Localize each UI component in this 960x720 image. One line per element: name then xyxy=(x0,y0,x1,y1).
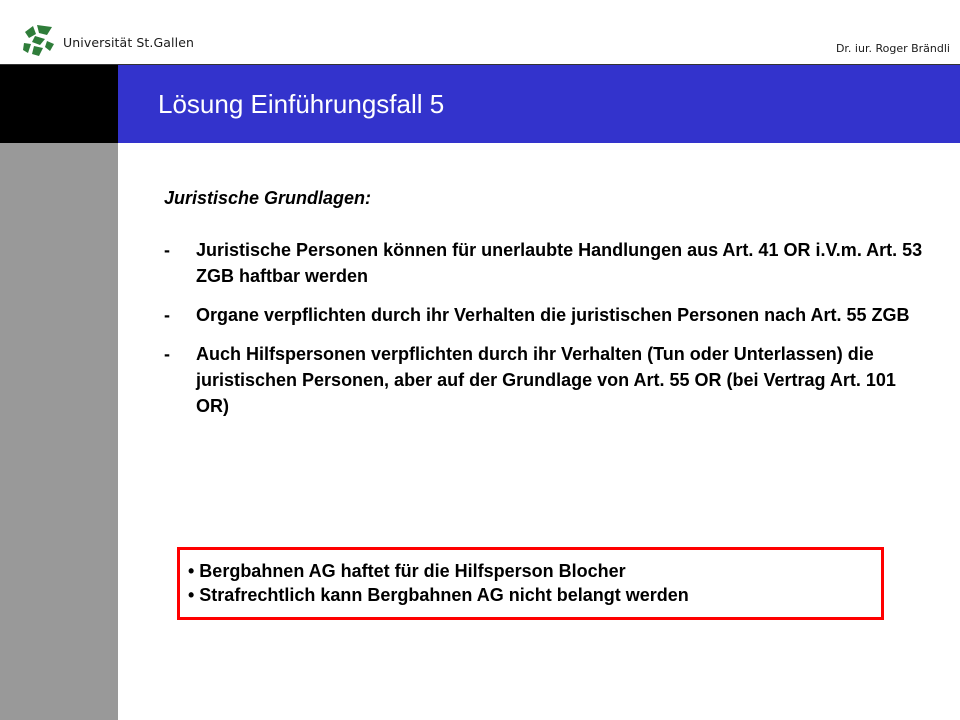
university-logo xyxy=(22,20,194,60)
conclusion-box xyxy=(177,547,884,620)
hsg-leaf-logo-icon xyxy=(22,23,56,57)
list-item xyxy=(164,237,924,289)
bullet-marker: - xyxy=(164,344,170,364)
bullet-text: Juristische Personen können für unerlaubte Handlungen aus Art. 41 OR i.V.m. Art. 53 ZGB haftbar werden xyxy=(196,240,923,286)
bullet-marker: - xyxy=(164,240,170,260)
bullet-marker: - xyxy=(164,305,170,325)
conclusion-line: • Bergbahnen AG haftet für die Hilfsperson Blocher xyxy=(188,561,626,581)
conclusion-line: • Strafrechtlich kann Bergbahnen AG nicht belangt werden xyxy=(188,585,689,605)
university-name: Universität St.Gallen xyxy=(63,34,195,50)
left-sidebar xyxy=(0,143,118,720)
section-heading: Juristische Grundlagen: xyxy=(164,188,372,208)
bullet-list xyxy=(164,237,924,432)
bullet-text: Auch Hilfspersonen verpflichten durch ihr Verhalten (Tun oder Unterlassen) die juristischen Personen, aber auf der Grundlage von Art. 55 OR (bei Vertrag Art. 101 OR) xyxy=(196,344,896,416)
header-bar xyxy=(0,0,960,66)
slide-title: Lösung Einführungsfall 5 xyxy=(158,89,445,119)
list-item xyxy=(164,302,924,328)
list-item xyxy=(164,341,924,419)
author-name: Dr. iur. Roger Brändli xyxy=(835,42,950,55)
bullet-text: Organe verpflichten durch ihr Verhalten die juristischen Personen nach Art. 55 ZGB xyxy=(196,305,910,325)
corner-block xyxy=(0,65,118,143)
